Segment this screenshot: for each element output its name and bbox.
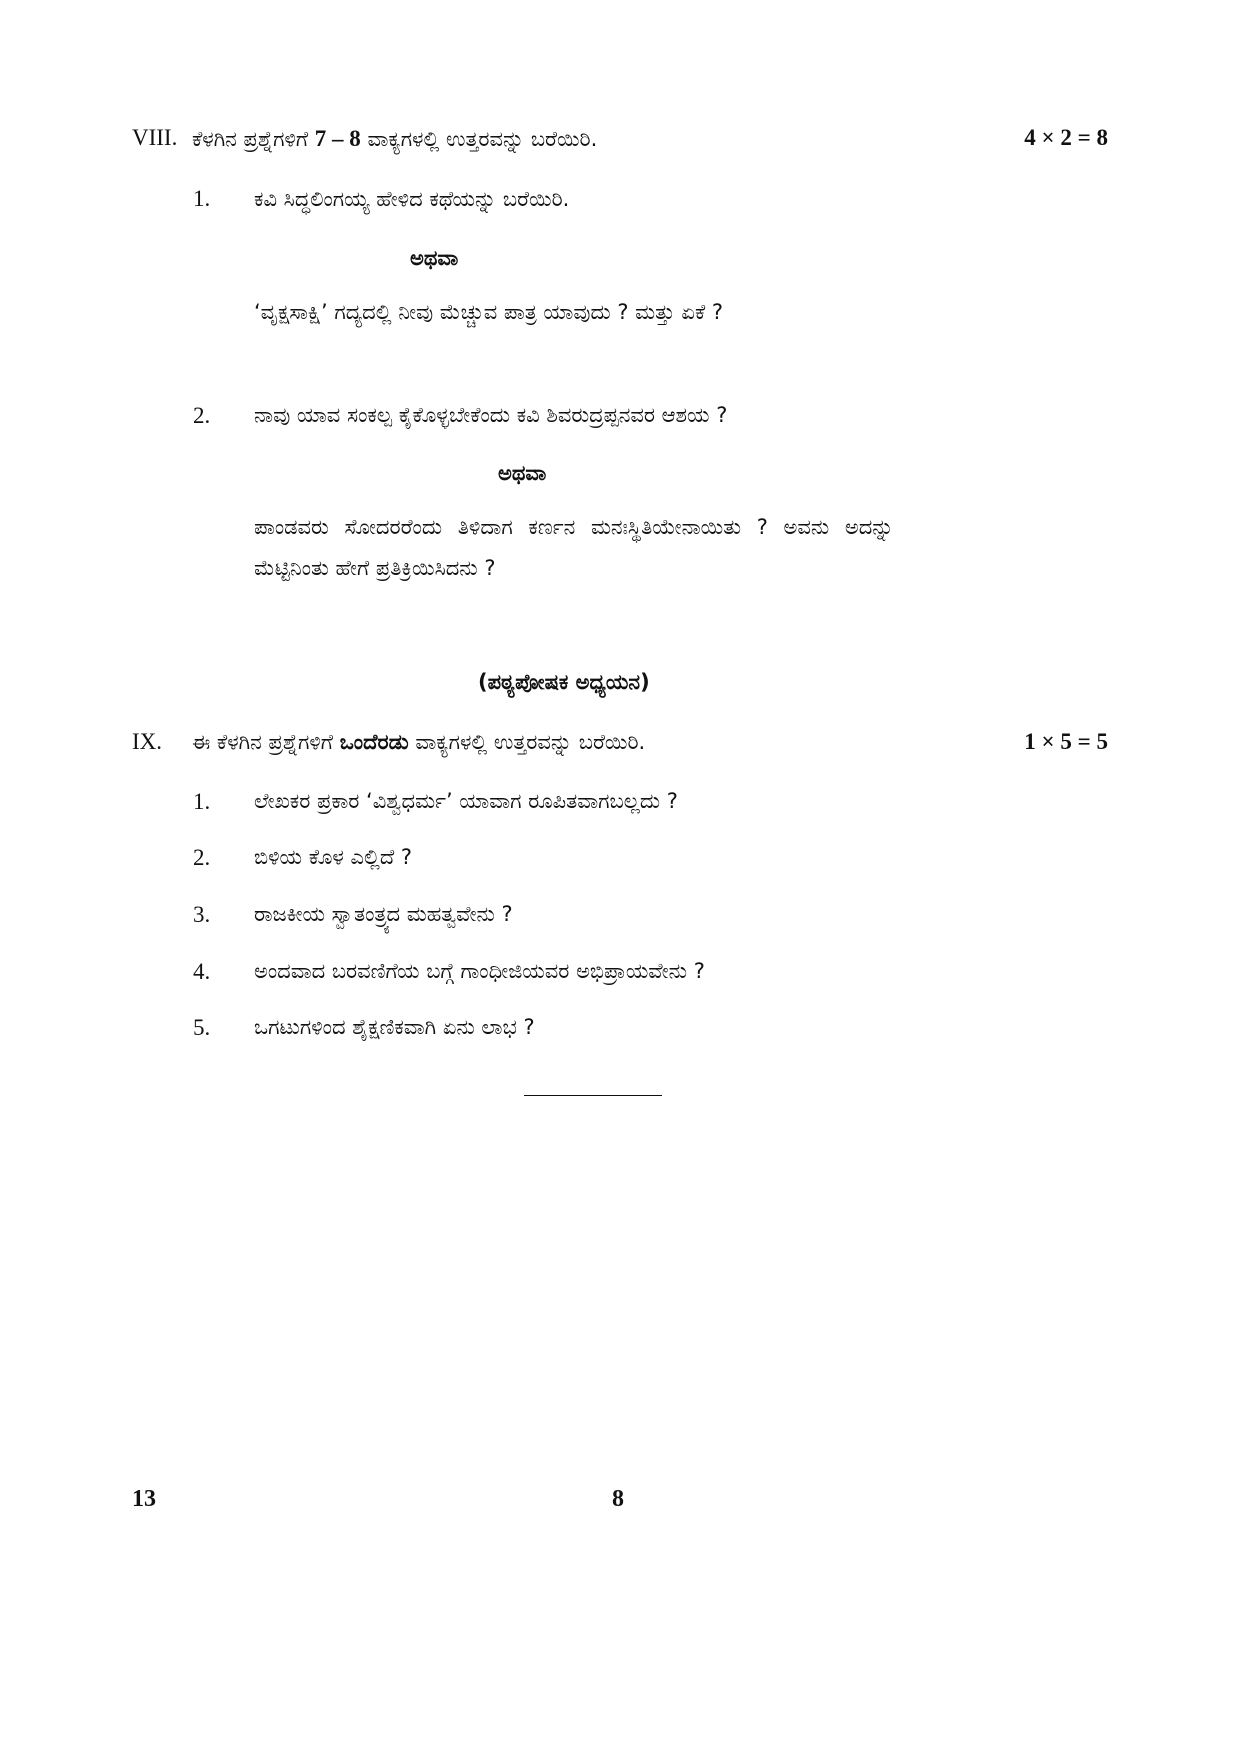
subheading: (ಪಠ್ಯಪೋಷಕ ಅಧ್ಯಯನ) bbox=[478, 670, 650, 694]
question-text: ಒಗಟುಗಳಿಂದ ಶೈಕ್ಷಣಿಕವಾಗಿ ಏನು ಲಾಭ ? bbox=[254, 1015, 535, 1039]
end-of-section-rule bbox=[524, 1095, 662, 1096]
section-ix-marks: 1 × 5 = 5 bbox=[1024, 729, 1108, 754]
instruction-bold-range: ಒಂದೆರಡು bbox=[339, 730, 409, 754]
section-viii-numeral: VIII. bbox=[132, 125, 178, 150]
question-text: ಅಂದವಾದ ಬರವಣಿಗೆಯ ಬಗ್ಗೆ ಗಾಂಧೀಜಿಯವರ ಅಭಿಪ್ರಾಯವೇನು ? bbox=[254, 959, 705, 983]
question-number: 2. bbox=[193, 403, 211, 428]
alternative-question-text: ಮೆಟ್ಟಿನಿಂತು ಹೇಗೆ ಪ್ರತಿಕ್ರಿಯಿಸಿದನು ? bbox=[254, 556, 496, 580]
question-text: ನಾವು ಯಾವ ಸಂಕಲ್ಪ ಕೈಕೊಳ್ಳಬೇಕೆಂದು ಕವಿ ಶಿವರುದ್ರಪ್ಪನವರ ಆಶಯ ? bbox=[254, 403, 728, 427]
question-number: 4. bbox=[193, 959, 211, 984]
section-viii-instruction bbox=[192, 126, 597, 152]
alternative-question-text: ಪಾಂಡವರು ಸೋದರರೆಂದು ತಿಳಿದಾಗ ಕರ್ಣನ ಮನಃಸ್ಥಿತಿಯೇನಾಯಿತು ? ಅವನು ಅದನ್ನು bbox=[254, 515, 894, 539]
instruction-text: ವಾಕ್ಯಗಳಲ್ಲಿ ಉತ್ತರವನ್ನು ಬರೆಯಿರಿ. bbox=[360, 127, 598, 151]
section-ix-numeral: IX. bbox=[132, 729, 163, 754]
or-label: ಅಥವಾ bbox=[498, 461, 547, 485]
question-text: ಕವಿ ಸಿದ್ಧಲಿಂಗಯ್ಯ ಹೇಳಿದ ಕಥೆಯನ್ನು ಬರೆಯಿರಿ. bbox=[254, 187, 570, 211]
instruction-bold-range: 7 – 8 bbox=[314, 126, 361, 151]
page-number: 8 bbox=[612, 1486, 624, 1512]
question-number: 1. bbox=[193, 789, 211, 814]
question-text: ಲೇಖಕರ ಪ್ರಕಾರ ‘ವಿಶ್ವಧರ್ಮ’ ಯಾವಾಗ ರೂಪಿತವಾಗಬಲ್ಲದು ? bbox=[254, 789, 678, 813]
question-number: 3. bbox=[193, 902, 211, 927]
footer-code: 13 bbox=[132, 1486, 156, 1512]
section-ix-instruction bbox=[192, 730, 645, 755]
instruction-text: ಕೆಳಗಿನ ಪ್ರಶ್ನೆಗಳಿಗೆ bbox=[192, 127, 315, 151]
question-number: 2. bbox=[193, 845, 211, 870]
question-number: 5. bbox=[193, 1015, 211, 1040]
section-viii-marks: 4 × 2 = 8 bbox=[1024, 125, 1108, 150]
question-text: ರಾಜಕೀಯ ಸ್ವಾತಂತ್ರ್ಯದ ಮಹತ್ವವೇನು ? bbox=[254, 902, 513, 926]
alternative-question-text: ‘ವೃಕ್ಷಸಾಕ್ಷಿ’ ಗದ್ಯದಲ್ಲಿ ನೀವು ಮೆಚ್ಚುವ ಪಾತ್ರ ಯಾವುದು ? ಮತ್ತು ಏಕೆ ? bbox=[254, 300, 724, 324]
question-text: ಬಿಳಿಯ ಕೊಳ ಎಲ್ಲಿದೆ ? bbox=[254, 845, 413, 869]
instruction-text: ವಾಕ್ಯಗಳಲ್ಲಿ ಉತ್ತರವನ್ನು ಬರೆಯಿರಿ. bbox=[408, 730, 646, 754]
question-number: 1. bbox=[193, 186, 211, 211]
or-label: ಅಥವಾ bbox=[410, 246, 459, 270]
instruction-text: ಈ ಕೆಳಗಿನ ಪ್ರಶ್ನೆಗಳಿಗೆ bbox=[192, 730, 340, 754]
